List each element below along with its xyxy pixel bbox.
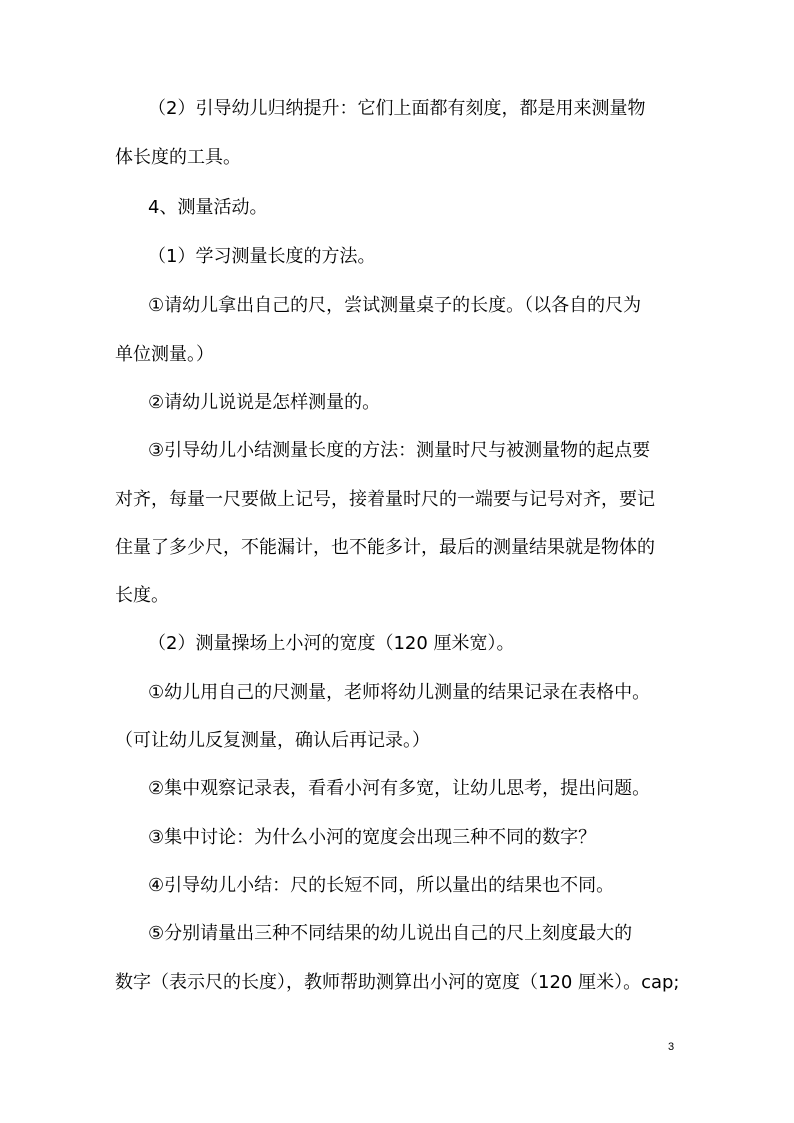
text-line: ④引导幼儿小结：尺的长短不同，所以量出的结果也不同。 bbox=[148, 875, 615, 896]
text-line: ③集中讨论：为什么小河的宽度会出现三种不同的数字？ bbox=[148, 827, 597, 848]
text-line: ②请幼儿说说是怎样测量的。 bbox=[148, 392, 381, 413]
text-line: ①请幼儿拿出自己的尺，尝试测量桌子的长度。（以各自的尺为 bbox=[148, 295, 642, 316]
text-line: （可让幼儿反复测量，确认后再记录。） bbox=[115, 730, 430, 751]
section-heading: 4、测量活动。 bbox=[148, 197, 268, 218]
text-line: 数字（表示尺的长度），教师帮助测算出小河的宽度（120 厘米）。cap; bbox=[115, 972, 680, 993]
text-line: ⑤分别请量出三种不同结果的幼儿说出自己的尺上刻度最大的 bbox=[148, 923, 633, 944]
text-line: ②集中观察记录表，看看小河有多宽，让幼儿思考，提出问题。 bbox=[148, 778, 651, 799]
text-line: ③引导幼儿小结测量长度的方法：测量时尺与被测量物的起点要 bbox=[148, 440, 651, 461]
subsection-heading: （1）学习测量长度的方法。 bbox=[148, 246, 376, 267]
subsection-heading: （2）测量操场上小河的宽度（120 厘米宽）。 bbox=[148, 633, 515, 654]
text-line: 对齐，每量一尺要做上记号，接着量时尺的一端要与记号对齐，要记 bbox=[115, 489, 655, 510]
page-number: 3 bbox=[668, 1041, 675, 1053]
text-line: 长度。 bbox=[115, 585, 169, 606]
text-line: ①幼儿用自己的尺测量，老师将幼儿测量的结果记录在表格中。 bbox=[148, 682, 651, 703]
text-line: 单位测量。） bbox=[115, 344, 214, 365]
text-line: 体长度的工具。 bbox=[115, 147, 241, 168]
text-line: （2）引导幼儿归纳提升：它们上面都有刻度，都是用来测量物 bbox=[148, 98, 646, 119]
text-line: 住量了多少尺，不能漏计，也不能多计，最后的测量结果就是物体的 bbox=[115, 537, 655, 558]
